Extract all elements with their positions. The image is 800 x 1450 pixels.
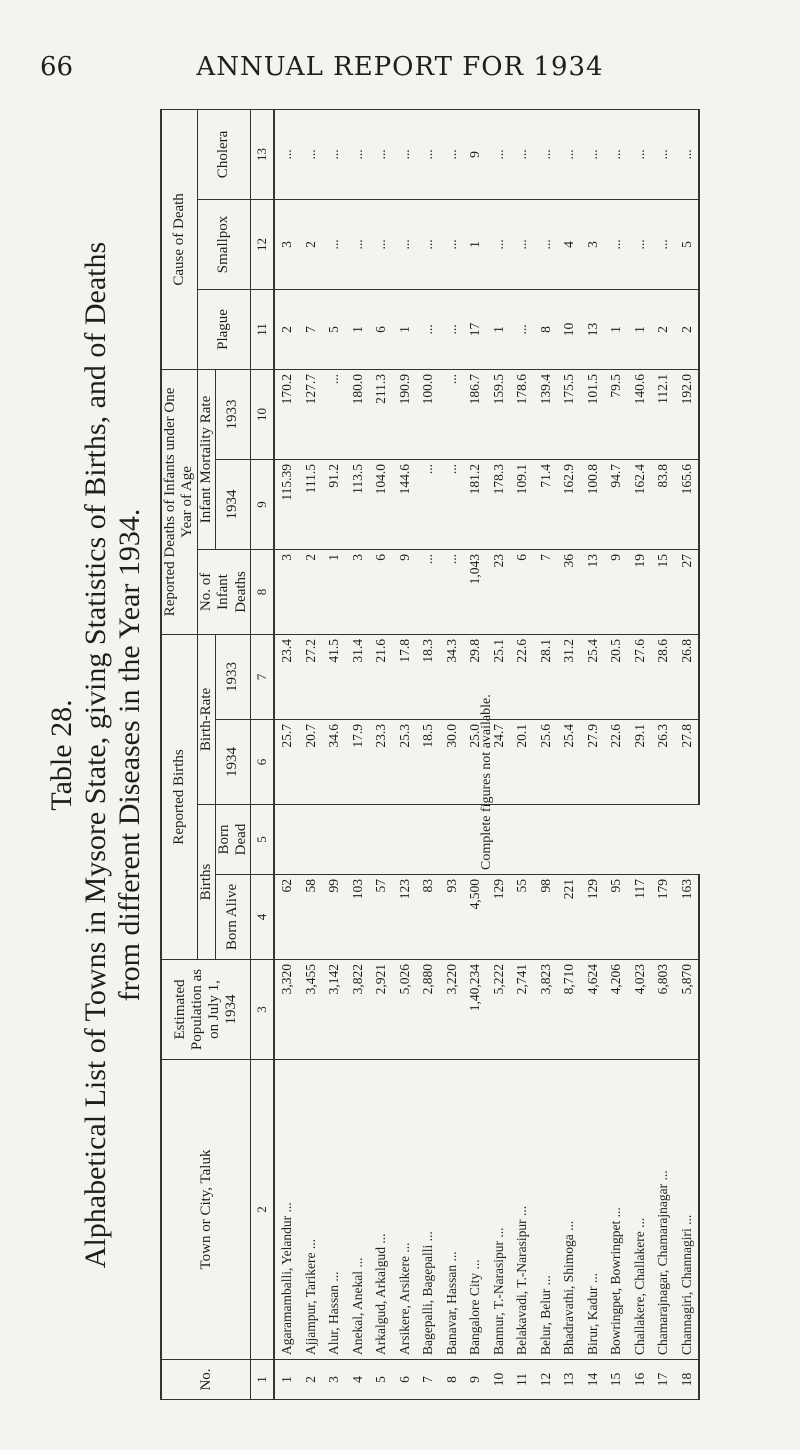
born-alive-cell: 93 (440, 875, 464, 960)
row-number: 14 (581, 1360, 605, 1400)
birth-rate-1934-cell: 29.1 (628, 720, 652, 805)
table-row (274, 109, 299, 1399)
row-number: 6 (393, 1360, 417, 1400)
column-number: 10 (251, 369, 275, 459)
smallpox-cell: ... (510, 199, 534, 289)
smallpox-cell: ... (628, 199, 652, 289)
imr-1933-cell: ... (440, 369, 464, 459)
plague-cell: 2 (675, 289, 700, 369)
birth-rate-1934-cell: 24.7 (487, 720, 511, 805)
table-row (675, 109, 700, 1399)
infant-deaths-cell: 6 (510, 549, 534, 634)
birth-rate-1934-cell: 25.4 (557, 720, 581, 805)
imr-1934-cell: 94.7 (604, 459, 628, 549)
born-alive-cell: 4,500 (463, 875, 487, 960)
imr-1933-cell: 186.7 (463, 369, 487, 459)
header-born-alive: Born Alive (215, 875, 251, 960)
born-alive-cell: 163 (675, 875, 700, 960)
page-number: 66 (40, 52, 74, 82)
born-alive-cell: 58 (299, 875, 323, 960)
infant-deaths-cell: 1,043 (463, 549, 487, 634)
population-cell: 3,455 (299, 960, 323, 1060)
row-number: 2 (299, 1360, 323, 1400)
birth-rate-1934-cell: 23.3 (369, 720, 393, 805)
population-cell: 3,822 (346, 960, 370, 1060)
smallpox-cell: ... (322, 199, 346, 289)
infant-deaths-cell: 19 (628, 549, 652, 634)
birth-rate-1934-cell: 20.7 (299, 720, 323, 805)
infant-deaths-cell: 9 (393, 549, 417, 634)
plague-cell: 17 (463, 289, 487, 369)
born-alive-cell: 179 (651, 875, 675, 960)
plague-cell: 1 (628, 289, 652, 369)
imr-1933-cell: 180.0 (346, 369, 370, 459)
cholera-cell: ... (675, 109, 700, 199)
imr-1934-cell: 83.8 (651, 459, 675, 549)
cholera-cell: ... (369, 109, 393, 199)
header-cholera: Cholera (197, 109, 251, 199)
table-row (416, 109, 440, 1399)
column-number: 3 (251, 960, 275, 1060)
population-cell: 5,870 (675, 960, 700, 1060)
column-number: 4 (251, 875, 275, 960)
birth-rate-1934-cell: 17.9 (346, 720, 370, 805)
table-row (299, 109, 323, 1399)
row-number: 17 (651, 1360, 675, 1400)
header-cause-of-death: Cause of Death (161, 109, 197, 369)
birth-rate-1934-cell: 25.7 (274, 720, 299, 805)
birth-rate-1934-cell: 18.5 (416, 720, 440, 805)
cholera-cell: ... (581, 109, 605, 199)
smallpox-cell: ... (651, 199, 675, 289)
table-row (581, 109, 605, 1399)
infant-deaths-cell: 3 (274, 549, 299, 634)
page-header (40, 52, 760, 92)
smallpox-cell: ... (416, 199, 440, 289)
header-born-dead: Born Dead (215, 805, 251, 875)
plague-cell: 5 (322, 289, 346, 369)
infant-deaths-cell: 1 (322, 549, 346, 634)
infant-deaths-cell: 3 (346, 549, 370, 634)
table-title-line2: from different Diseases in the Year 1934. (113, 508, 146, 1002)
birth-rate-1933-cell: 41.5 (322, 634, 346, 719)
plague-cell: 8 (534, 289, 558, 369)
row-number: 18 (675, 1360, 700, 1400)
town-name: Challakere, Challakere ... (628, 1060, 652, 1360)
population-cell: 6,803 (651, 960, 675, 1060)
born-alive-cell: 95 (604, 875, 628, 960)
cholera-cell: ... (416, 109, 440, 199)
plague-cell: 1 (346, 289, 370, 369)
imr-1934-cell: 100.8 (581, 459, 605, 549)
birth-rate-1933-cell: 17.8 (393, 634, 417, 719)
cholera-cell: 9 (463, 109, 487, 199)
born-alive-cell: 123 (393, 875, 417, 960)
born-dead-note: Complete figures not available. (274, 805, 699, 875)
row-number: 1 (274, 1360, 299, 1400)
row-number: 7 (416, 1360, 440, 1400)
cholera-cell: ... (346, 109, 370, 199)
smallpox-cell: 3 (274, 199, 299, 289)
town-name: Alur, Hassan ... (322, 1060, 346, 1360)
table-row (604, 109, 628, 1399)
born-alive-cell: 57 (369, 875, 393, 960)
imr-1934-cell: ... (416, 459, 440, 549)
cholera-cell: ... (487, 109, 511, 199)
population-cell: 1,40,234 (463, 960, 487, 1060)
born-alive-cell: 129 (581, 875, 605, 960)
population-cell: 2,921 (369, 960, 393, 1060)
header-birth-rate-1934: 1934 (215, 720, 251, 805)
born-alive-cell: 129 (487, 875, 511, 960)
cholera-cell: ... (274, 109, 299, 199)
header-imr-1933: 1933 (215, 369, 251, 459)
birth-rate-1934-cell: 25.3 (393, 720, 417, 805)
row-number: 13 (557, 1360, 581, 1400)
header-town: Town or City, Taluk (161, 1060, 251, 1360)
town-name: Agaramamballi, Yelandur ... (274, 1060, 299, 1360)
header-imr-1934: 1934 (215, 459, 251, 549)
column-number: 13 (251, 109, 275, 199)
cholera-cell: ... (628, 109, 652, 199)
header-smallpox: Smallpox (197, 199, 251, 289)
town-name: Belur, Belur ... (534, 1060, 558, 1360)
cholera-cell: ... (322, 109, 346, 199)
row-number: 4 (346, 1360, 370, 1400)
infant-deaths-cell: 2 (299, 549, 323, 634)
born-alive-cell: 62 (274, 875, 299, 960)
cholera-cell: ... (299, 109, 323, 199)
row-number: 12 (534, 1360, 558, 1400)
table-label: Table 28. (45, 699, 78, 811)
population-cell: 4,023 (628, 960, 652, 1060)
birth-rate-1934-cell: 20.1 (510, 720, 534, 805)
imr-1933-cell: 112.1 (651, 369, 675, 459)
population-cell: 2,741 (510, 960, 534, 1060)
infant-deaths-cell: 15 (651, 549, 675, 634)
column-number: 2 (251, 1060, 275, 1360)
smallpox-cell: ... (346, 199, 370, 289)
header-plague: Plague (197, 289, 251, 369)
town-name: Arsikere, Arsikere ... (393, 1060, 417, 1360)
row-number: 9 (463, 1360, 487, 1400)
infant-deaths-cell: 7 (534, 549, 558, 634)
born-alive-cell: 103 (346, 875, 370, 960)
cholera-cell: ... (510, 109, 534, 199)
plague-cell: 7 (299, 289, 323, 369)
town-name: Banavar, Hassan ... (440, 1060, 464, 1360)
column-number: 8 (251, 549, 275, 634)
column-number: 7 (251, 634, 275, 719)
table-row (322, 109, 346, 1399)
imr-1933-cell: 192.0 (675, 369, 700, 459)
header-no: No. (161, 1360, 251, 1400)
row-number: 3 (322, 1360, 346, 1400)
imr-1933-cell: 170.2 (274, 369, 299, 459)
table-row (440, 109, 464, 1399)
cholera-cell: ... (557, 109, 581, 199)
birth-rate-1933-cell: 31.4 (346, 634, 370, 719)
plague-cell: 2 (274, 289, 299, 369)
birth-rate-1933-cell: 21.6 (369, 634, 393, 719)
imr-1934-cell: 115.39 (274, 459, 299, 549)
birth-rate-1933-cell: 18.3 (416, 634, 440, 719)
birth-rate-1933-cell: 28.6 (651, 634, 675, 719)
row-number: 8 (440, 1360, 464, 1400)
imr-1933-cell: 211.3 (369, 369, 393, 459)
born-alive-cell: 98 (534, 875, 558, 960)
imr-1933-cell: 101.5 (581, 369, 605, 459)
row-number: 10 (487, 1360, 511, 1400)
landscape-table (45, 110, 760, 1400)
birth-rate-1934-cell: 27.9 (581, 720, 605, 805)
smallpox-cell: ... (604, 199, 628, 289)
plague-cell: ... (416, 289, 440, 369)
birth-rate-1933-cell: 25.1 (487, 634, 511, 719)
cholera-cell: ... (534, 109, 558, 199)
row-number: 5 (369, 1360, 393, 1400)
smallpox-cell: 3 (581, 199, 605, 289)
town-name: Bhadravathi, Shimoga ... (557, 1060, 581, 1360)
smallpox-cell: ... (440, 199, 464, 289)
header-infant-mortality-rate: Infant Mortality Rate (197, 369, 215, 549)
imr-1934-cell: 113.5 (346, 459, 370, 549)
imr-1934-cell: 181.2 (463, 459, 487, 549)
column-number: 6 (251, 720, 275, 805)
town-name: Bowringpet, Bowringpet ... (604, 1060, 628, 1360)
plague-cell: 6 (369, 289, 393, 369)
plague-cell: ... (440, 289, 464, 369)
birth-rate-1933-cell: 27.6 (628, 634, 652, 719)
town-name: Chamarajnagar, Chamarajnagar ... (651, 1060, 675, 1360)
infant-deaths-cell: 23 (487, 549, 511, 634)
column-number: 5 (251, 805, 275, 875)
table-body (274, 109, 699, 1399)
birth-rate-1933-cell: 28.1 (534, 634, 558, 719)
table-row (510, 109, 534, 1399)
plague-cell: 13 (581, 289, 605, 369)
town-name: Bangalore City ... (463, 1060, 487, 1360)
row-number: 16 (628, 1360, 652, 1400)
birth-rate-1933-cell: 20.5 (604, 634, 628, 719)
birth-rate-1934-cell: 30.0 (440, 720, 464, 805)
column-number: 12 (251, 199, 275, 289)
table-row (557, 109, 581, 1399)
header-no-infant-deaths: No. of Infant Deaths (197, 549, 251, 634)
imr-1934-cell: 178.3 (487, 459, 511, 549)
plague-cell: 1 (393, 289, 417, 369)
rotated-table-area (45, 110, 760, 1400)
town-name: Arkalgud, Arkalgud ... (369, 1060, 393, 1360)
smallpox-cell: ... (534, 199, 558, 289)
smallpox-cell: ... (393, 199, 417, 289)
imr-1933-cell: 159.5 (487, 369, 511, 459)
running-title: ANNUAL REPORT FOR 1934 (196, 52, 604, 82)
imr-1933-cell: 100.0 (416, 369, 440, 459)
imr-1934-cell: ... (440, 459, 464, 549)
imr-1934-cell: 104.0 (369, 459, 393, 549)
birth-rate-1933-cell: 31.2 (557, 634, 581, 719)
born-alive-cell: 83 (416, 875, 440, 960)
column-number: 11 (251, 289, 275, 369)
birth-rate-1933-cell: 26.8 (675, 634, 700, 719)
population-cell: 3,220 (440, 960, 464, 1060)
column-number: 1 (251, 1360, 275, 1400)
cholera-cell: ... (604, 109, 628, 199)
imr-1934-cell: 91.2 (322, 459, 346, 549)
born-alive-cell: 99 (322, 875, 346, 960)
town-name: Anekal, Anekal ... (346, 1060, 370, 1360)
table-row (393, 109, 417, 1399)
table-row (534, 109, 558, 1399)
population-cell: 4,206 (604, 960, 628, 1060)
imr-1933-cell: ... (322, 369, 346, 459)
town-name: Channagiri, Channagiri ... (675, 1060, 700, 1360)
imr-1933-cell: 140.6 (628, 369, 652, 459)
town-name: Bannur, T.-Narasipur ... (487, 1060, 511, 1360)
column-number: 9 (251, 459, 275, 549)
population-cell: 3,142 (322, 960, 346, 1060)
birth-rate-1934-cell: 25.0 (463, 720, 487, 805)
smallpox-cell: 1 (463, 199, 487, 289)
born-alive-cell: 221 (557, 875, 581, 960)
plague-cell: 1 (487, 289, 511, 369)
birth-rate-1933-cell: 25.4 (581, 634, 605, 719)
population-cell: 4,624 (581, 960, 605, 1060)
cholera-cell: ... (440, 109, 464, 199)
birth-rate-1934-cell: 22.6 (604, 720, 628, 805)
birth-rate-1933-cell: 27.2 (299, 634, 323, 719)
infant-deaths-cell: 27 (675, 549, 700, 634)
town-name: Belakavadi, T.-Narasipur ... (510, 1060, 534, 1360)
row-number: 11 (510, 1360, 534, 1400)
birth-rate-1933-cell: 22.6 (510, 634, 534, 719)
imr-1934-cell: 71.4 (534, 459, 558, 549)
birth-rate-1934-cell: 27.8 (675, 720, 700, 805)
imr-1933-cell: 190.9 (393, 369, 417, 459)
plague-cell: 2 (651, 289, 675, 369)
header-reported-births: Reported Births (161, 634, 197, 959)
cholera-cell: ... (651, 109, 675, 199)
infant-deaths-cell: 9 (604, 549, 628, 634)
infant-deaths-cell: ... (416, 549, 440, 634)
population-cell: 2,880 (416, 960, 440, 1060)
cholera-cell: ... (393, 109, 417, 199)
smallpox-cell: ... (369, 199, 393, 289)
imr-1933-cell: 139.4 (534, 369, 558, 459)
birth-rate-1934-cell: 26.3 (651, 720, 675, 805)
population-cell: 8,710 (557, 960, 581, 1060)
smallpox-cell: 5 (675, 199, 700, 289)
infant-deaths-cell: 13 (581, 549, 605, 634)
population-cell: 5,222 (487, 960, 511, 1060)
imr-1934-cell: 144.6 (393, 459, 417, 549)
imr-1933-cell: 175.5 (557, 369, 581, 459)
town-name: Ajjampur, Tarikere ... (299, 1060, 323, 1360)
table-row (346, 109, 370, 1399)
row-number: 15 (604, 1360, 628, 1400)
imr-1934-cell: 162.4 (628, 459, 652, 549)
header-reported-infant-deaths: Reported Deaths of Infants under One Year of Age (161, 369, 197, 634)
birth-rate-1933-cell: 29.8 (463, 634, 487, 719)
born-alive-cell: 117 (628, 875, 652, 960)
smallpox-cell: ... (487, 199, 511, 289)
population-cell: 3,823 (534, 960, 558, 1060)
plague-cell: ... (510, 289, 534, 369)
header-birth-rate: Birth-Rate (197, 634, 215, 804)
imr-1933-cell: 79.5 (604, 369, 628, 459)
infant-deaths-cell: ... (440, 549, 464, 634)
imr-1933-cell: 178.6 (510, 369, 534, 459)
birth-rate-1933-cell: 23.4 (274, 634, 299, 719)
table-row (369, 109, 393, 1399)
infant-deaths-cell: 36 (557, 549, 581, 634)
header-births: Births (197, 805, 215, 960)
table-row (651, 109, 675, 1399)
birth-rate-1934-cell: 34.6 (322, 720, 346, 805)
imr-1934-cell: 162.9 (557, 459, 581, 549)
header-population: Estimated Population as on July 1, 1934 (161, 960, 251, 1060)
born-alive-cell: 55 (510, 875, 534, 960)
town-name: Bagepalli, Bagepalli ... (416, 1060, 440, 1360)
infant-deaths-cell: 6 (369, 549, 393, 634)
population-cell: 5,026 (393, 960, 417, 1060)
smallpox-cell: 4 (557, 199, 581, 289)
statistics-table (160, 109, 700, 1400)
population-cell: 3,320 (274, 960, 299, 1060)
town-name: Birur, Kadur ... (581, 1060, 605, 1360)
imr-1934-cell: 109.1 (510, 459, 534, 549)
plague-cell: 10 (557, 289, 581, 369)
imr-1933-cell: 127.7 (299, 369, 323, 459)
birth-rate-1934-cell: 25.6 (534, 720, 558, 805)
birth-rate-1933-cell: 34.3 (440, 634, 464, 719)
imr-1934-cell: 111.5 (299, 459, 323, 549)
table-title-line1: Alphabetical List of Towns in Mysore State, giving Statistics of Births, and of Deaths (79, 241, 112, 1269)
plague-cell: 1 (604, 289, 628, 369)
imr-1934-cell: 165.6 (675, 459, 700, 549)
header-birth-rate-1933: 1933 (215, 634, 251, 719)
table-row (628, 109, 652, 1399)
smallpox-cell: 2 (299, 199, 323, 289)
